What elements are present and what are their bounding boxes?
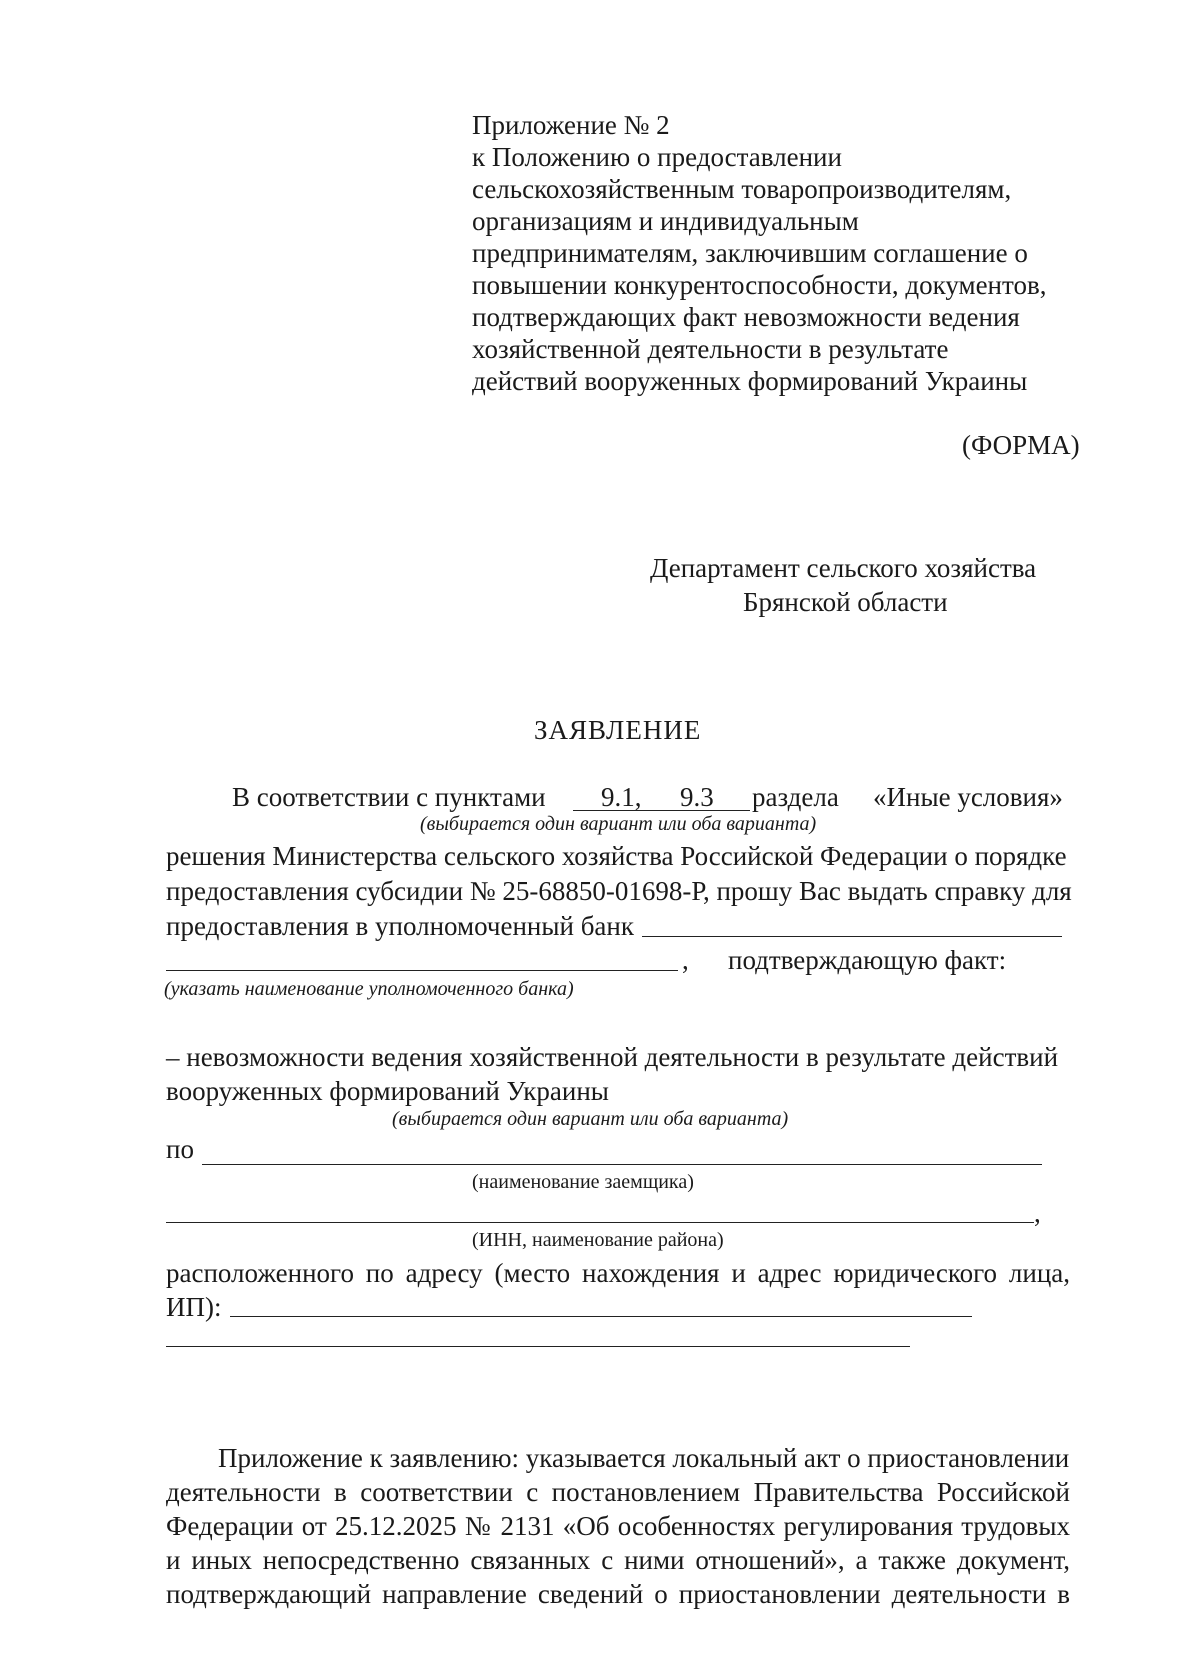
- body-line4: предоставления в уполномоченный банк: [166, 911, 634, 941]
- form-label: (ФОРМА): [962, 430, 1080, 460]
- hint-variants-2: (выбирается один вариант или оба варианта): [392, 1108, 789, 1130]
- hint-borrower: (наименование заемщика): [472, 1171, 694, 1193]
- body-line1-quote: «Иные условия»: [873, 782, 1063, 812]
- attachment-line5: подтверждающий направление сведений о приостановлении деятельности в: [166, 1579, 1070, 1609]
- body-line5-confirm: подтверждающую факт:: [728, 945, 1007, 975]
- point-9-3: 9.3: [680, 782, 714, 812]
- appendix-header: [472, 108, 1072, 408]
- appendix-line: сельскохозяйственным товаропроизводителям,: [472, 174, 1012, 204]
- address-field-1[interactable]: [230, 1316, 972, 1317]
- inn-comma: ,: [1034, 1198, 1041, 1228]
- fact-line2: вооруженных формирований Украины: [166, 1076, 609, 1106]
- point-9-1: 9.1,: [601, 782, 642, 812]
- body-line1-prefix: В соответствии с пунктами: [232, 782, 546, 812]
- address-field-2[interactable]: [166, 1346, 910, 1347]
- attachment-line4: и иных непосредственно связанных с ними отношений», а также документ,: [166, 1545, 1070, 1575]
- body-line1-section: раздела: [752, 782, 839, 812]
- appendix-line: Приложение № 2: [472, 110, 670, 140]
- inn-district-field[interactable]: [166, 1222, 1034, 1223]
- body-line2: решения Министерства сельского хозяйства Российской Федерации о порядке: [166, 841, 1067, 871]
- appendix-line: к Положению о предоставлении: [472, 142, 842, 172]
- body-line5-comma: ,: [682, 945, 689, 975]
- address-line2: ИП):: [166, 1292, 222, 1322]
- attachment-line2: деятельности в соответствии с постановлением Правительства Российской: [166, 1477, 1070, 1507]
- body-line3: предоставления субсидии № 25-68850-01698-Р, прошу Вас выдать справку для: [166, 876, 1072, 906]
- points-underline: [573, 810, 750, 811]
- addressee-line-1: Департамент сельского хозяйства: [650, 553, 1037, 583]
- document-title: ЗАЯВЛЕНИЕ: [534, 715, 702, 745]
- appendix-line: хозяйственной деятельности в результате: [472, 334, 949, 364]
- appendix-line: организациям и индивидуальным: [472, 206, 859, 236]
- bank-name-field-1[interactable]: [642, 936, 1062, 937]
- appendix-line: подтверждающих факт невозможности ведения: [472, 302, 1020, 332]
- address-line1: расположенного по адресу (место нахождения и адрес юридического лица,: [166, 1258, 1070, 1288]
- po-label: по: [166, 1134, 194, 1164]
- attachment-line1: Приложение к заявлению: указывается локальный акт о приостановлении: [218, 1443, 1070, 1473]
- appendix-line: действий вооруженных формирований Украины: [472, 366, 1028, 396]
- appendix-line: повышении конкурентоспособности, документов,: [472, 270, 1047, 300]
- borrower-name-field[interactable]: [202, 1164, 1042, 1165]
- fact-line1: – невозможности ведения хозяйственной деятельности в результате действий: [166, 1042, 1059, 1072]
- hint-inn: (ИНН, наименование района): [472, 1229, 724, 1251]
- hint-bank: (указать наименование уполномоченного банка): [164, 978, 574, 1000]
- addressee-line-2: Брянской области: [743, 587, 948, 617]
- hint-variants: (выбирается один вариант или оба варианта): [420, 813, 817, 835]
- attachment-line3: Федерации от 25.12.2025 № 2131 «Об особенностях регулирования трудовых: [166, 1511, 1070, 1541]
- bank-name-field-2[interactable]: [166, 970, 678, 971]
- appendix-line: предпринимателям, заключившим соглашение о: [472, 238, 1028, 268]
